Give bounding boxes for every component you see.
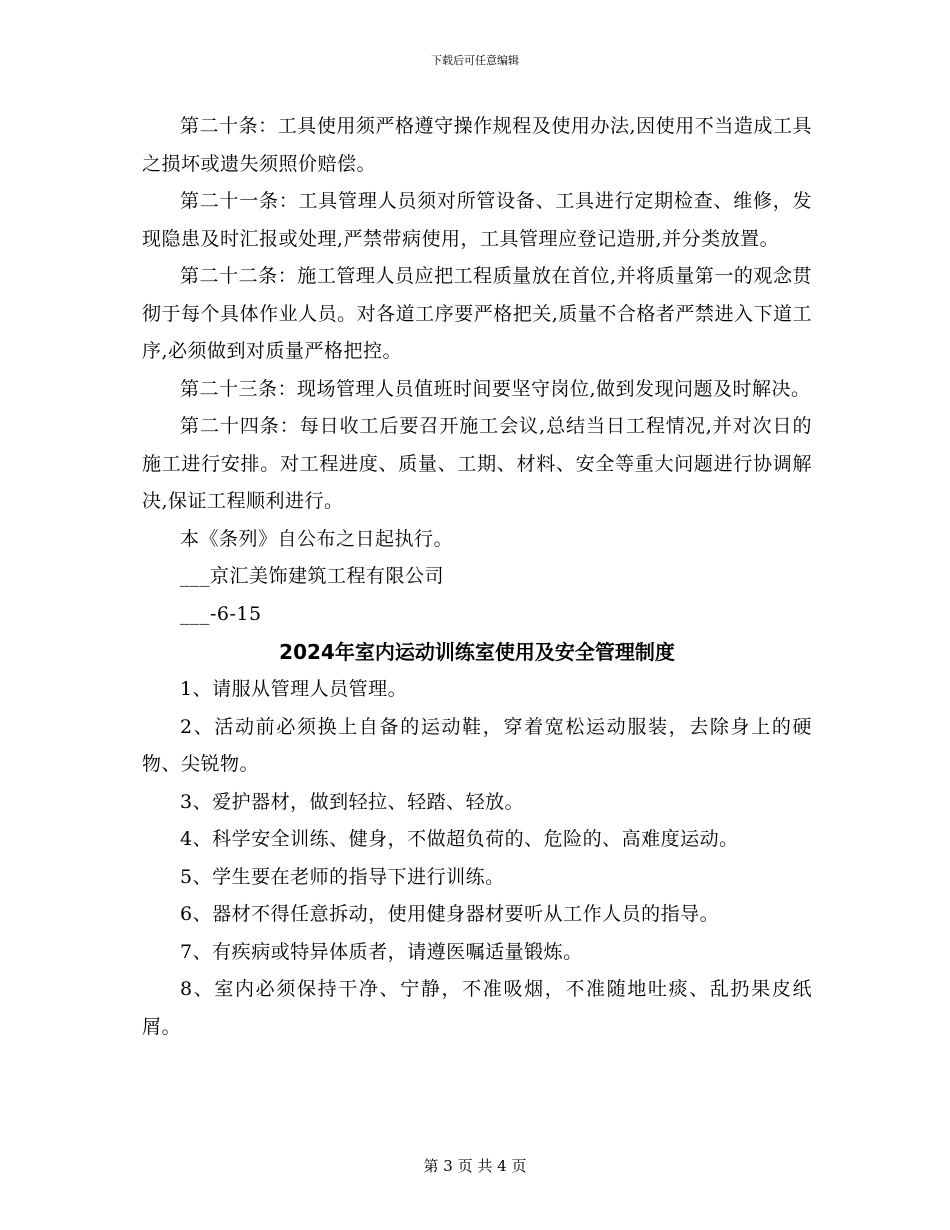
article-21: 第二十一条：工具管理人员须对所管设备、工具进行定期检查、维修，发现隐患及时汇报或处理,严禁带病使用，工具管理应登记造册,并分类放置。 [142,190,812,250]
article-20: 第二十条：工具使用须严格遵守操作规程及使用办法,因使用不当造成工具之损坏或遗失须照价赔偿。 [142,115,812,175]
article-22: 第二十二条：施工管理人员应把工程质量放在首位,并将质量第一的观念贯彻于每个具体作业人员。对各道工序要严格把关,质量不合格者严禁进入下道工序,必须做到对质量严格把控。 [142,265,812,362]
rule-6: 6、器材不得任意拆动，使用健身器材要听从工作人员的指导。 [180,903,720,925]
effective-statement: 本《条列》自公布之日起执行。 [180,527,454,550]
rule-1: 1、请服从管理人员管理。 [180,678,408,700]
article-24: 第二十四条：每日收工后要召开施工会议,总结当日工程情况,并对次日的施工进行安排。对工程进度、质量、工期、材料、安全等重大问题进行协调解决,保证工程顺利进行。 [142,415,812,512]
rule-8: 8、室内必须保持干净、宁静，不准吸烟，不准随地吐痰、乱扔果皮纸屑。 [142,978,812,1038]
rule-3: 3、爱护器材，做到轻拉、轻踏、轻放。 [180,790,525,813]
document-body [142,108,812,1046]
section-title: 2024年室内运动训练室使用及安全管理制度 [279,640,675,664]
rule-4: 4、科学安全训练、健身，不做超负荷的、危险的、高难度运动。 [180,828,739,850]
issue-date: ___-6-15 [180,602,262,625]
company-signature: ___京汇美饰建筑工程有限公司 [180,565,445,587]
rule-7: 7、有疾病或特异体质者，请遵医嘱适量锻炼。 [180,940,583,963]
article-23: 第二十三条：现场管理人员值班时间要坚守岗位,做到发现问题及时解决。 [180,377,811,400]
page-header-note: 下载后可任意编辑 [431,54,519,67]
page-number: 第 3 页 共 4 页 [423,1157,527,1175]
rule-5: 5、学生要在老师的指导下进行训练。 [180,865,505,888]
rule-2: 2、活动前必须换上自备的运动鞋，穿着宽松运动服装，去除身上的硬物、尖锐物。 [142,715,812,775]
